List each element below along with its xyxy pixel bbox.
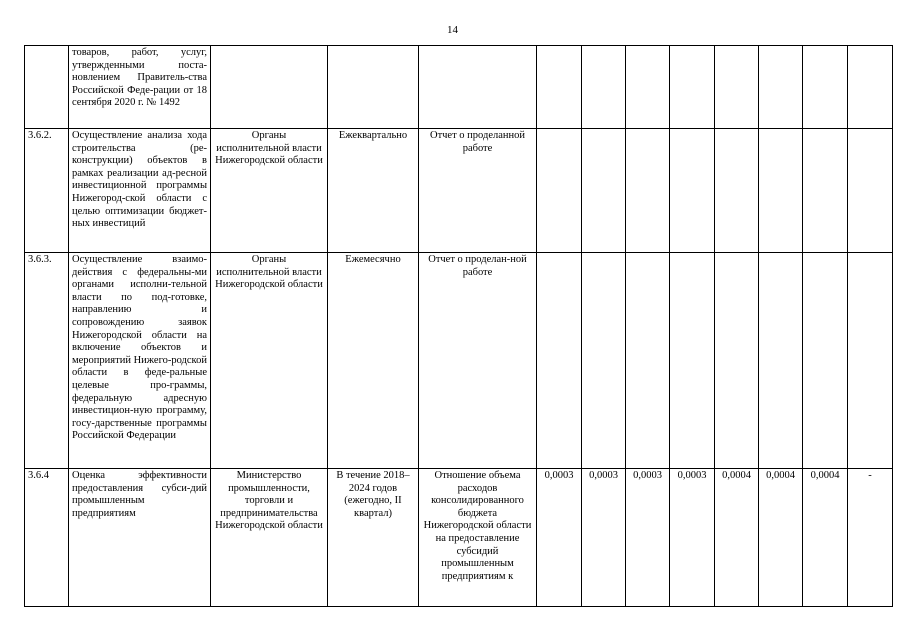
value-cell (626, 46, 670, 129)
executor: Министерство промышленности, торговли и предпринимательства Нижегородской области (211, 469, 328, 607)
result-indicator: Отчет о проделан-ной работе (419, 253, 537, 469)
value-cell (803, 129, 848, 253)
measures-table (24, 45, 893, 607)
period: Ежеквартально (328, 129, 419, 253)
measure-description: Осуществление анализа хода строительства (ре-конструкции) объектов в рамках реализации ад-ресной инвестиционной программы Нижегород-ской области с целью оптимизации бюджет-ных инвестиций (69, 129, 211, 253)
table-row (25, 253, 893, 469)
period (328, 46, 419, 129)
value-cell (848, 129, 893, 253)
result-indicator (419, 46, 537, 129)
value-cell (715, 253, 759, 469)
value-cell (537, 253, 582, 469)
value-cell (537, 46, 582, 129)
executor: Органы исполнительной власти Нижегородской области (211, 129, 328, 253)
table-row (25, 469, 893, 607)
value-cell (626, 253, 670, 469)
result-indicator: Отношение объема расходов консолидированного бюджета Нижегородской области на предоставление субсидий промышленным предприятиям к (419, 469, 537, 607)
value-cell: - (848, 469, 893, 607)
value-cell (670, 46, 715, 129)
row-number: 3.6.4 (25, 469, 69, 607)
period: Ежемесячно (328, 253, 419, 469)
value-cell (848, 46, 893, 129)
value-cell: 0,0003 (626, 469, 670, 607)
value-cell: 0,0003 (582, 469, 626, 607)
value-cell (582, 129, 626, 253)
value-cell (670, 129, 715, 253)
value-cell (759, 46, 803, 129)
value-cell (715, 46, 759, 129)
measure-description: Осуществление взаимо-действия с федеральны-ми органами исполни-тельной власти по под-готовке, направлению и сопровождению заявок Нижегородской области на включение объектов и мероприятий Нижего-родской области в феде-ральные целевые про-граммы, федеральную адресную инвестицион-ную программу, госу-дарственные программы Российской Федерации (69, 253, 211, 469)
value-cell (759, 253, 803, 469)
result-indicator: Отчет о проделанной работе (419, 129, 537, 253)
value-cell (803, 253, 848, 469)
period: В течение 2018–2024 годов (ежегодно, II квартал) (328, 469, 419, 607)
value-cell (582, 253, 626, 469)
measure-description: товаров, работ, услуг, утвержденными поста-новлением Правитель-ства Российской Феде-рации от 18 сентября 2020 г. № 1492 (69, 46, 211, 129)
executor: Органы исполнительной власти Нижегородской области (211, 253, 328, 469)
value-cell: 0,0003 (537, 469, 582, 607)
value-cell: 0,0004 (715, 469, 759, 607)
table-row (25, 46, 893, 129)
value-cell (670, 253, 715, 469)
table-row (25, 129, 893, 253)
row-number (25, 46, 69, 129)
value-cell: 0,0004 (759, 469, 803, 607)
executor (211, 46, 328, 129)
value-cell (759, 129, 803, 253)
value-cell: 0,0003 (670, 469, 715, 607)
row-number: 3.6.3. (25, 253, 69, 469)
value-cell: 0,0004 (803, 469, 848, 607)
value-cell (803, 46, 848, 129)
value-cell (715, 129, 759, 253)
measure-description: Оценка эффективности предоставления субси-дий промышленным предприятиям (69, 469, 211, 607)
row-number: 3.6.2. (25, 129, 69, 253)
value-cell (626, 129, 670, 253)
value-cell (848, 253, 893, 469)
value-cell (582, 46, 626, 129)
value-cell (537, 129, 582, 253)
page-number: 14 (447, 24, 458, 36)
